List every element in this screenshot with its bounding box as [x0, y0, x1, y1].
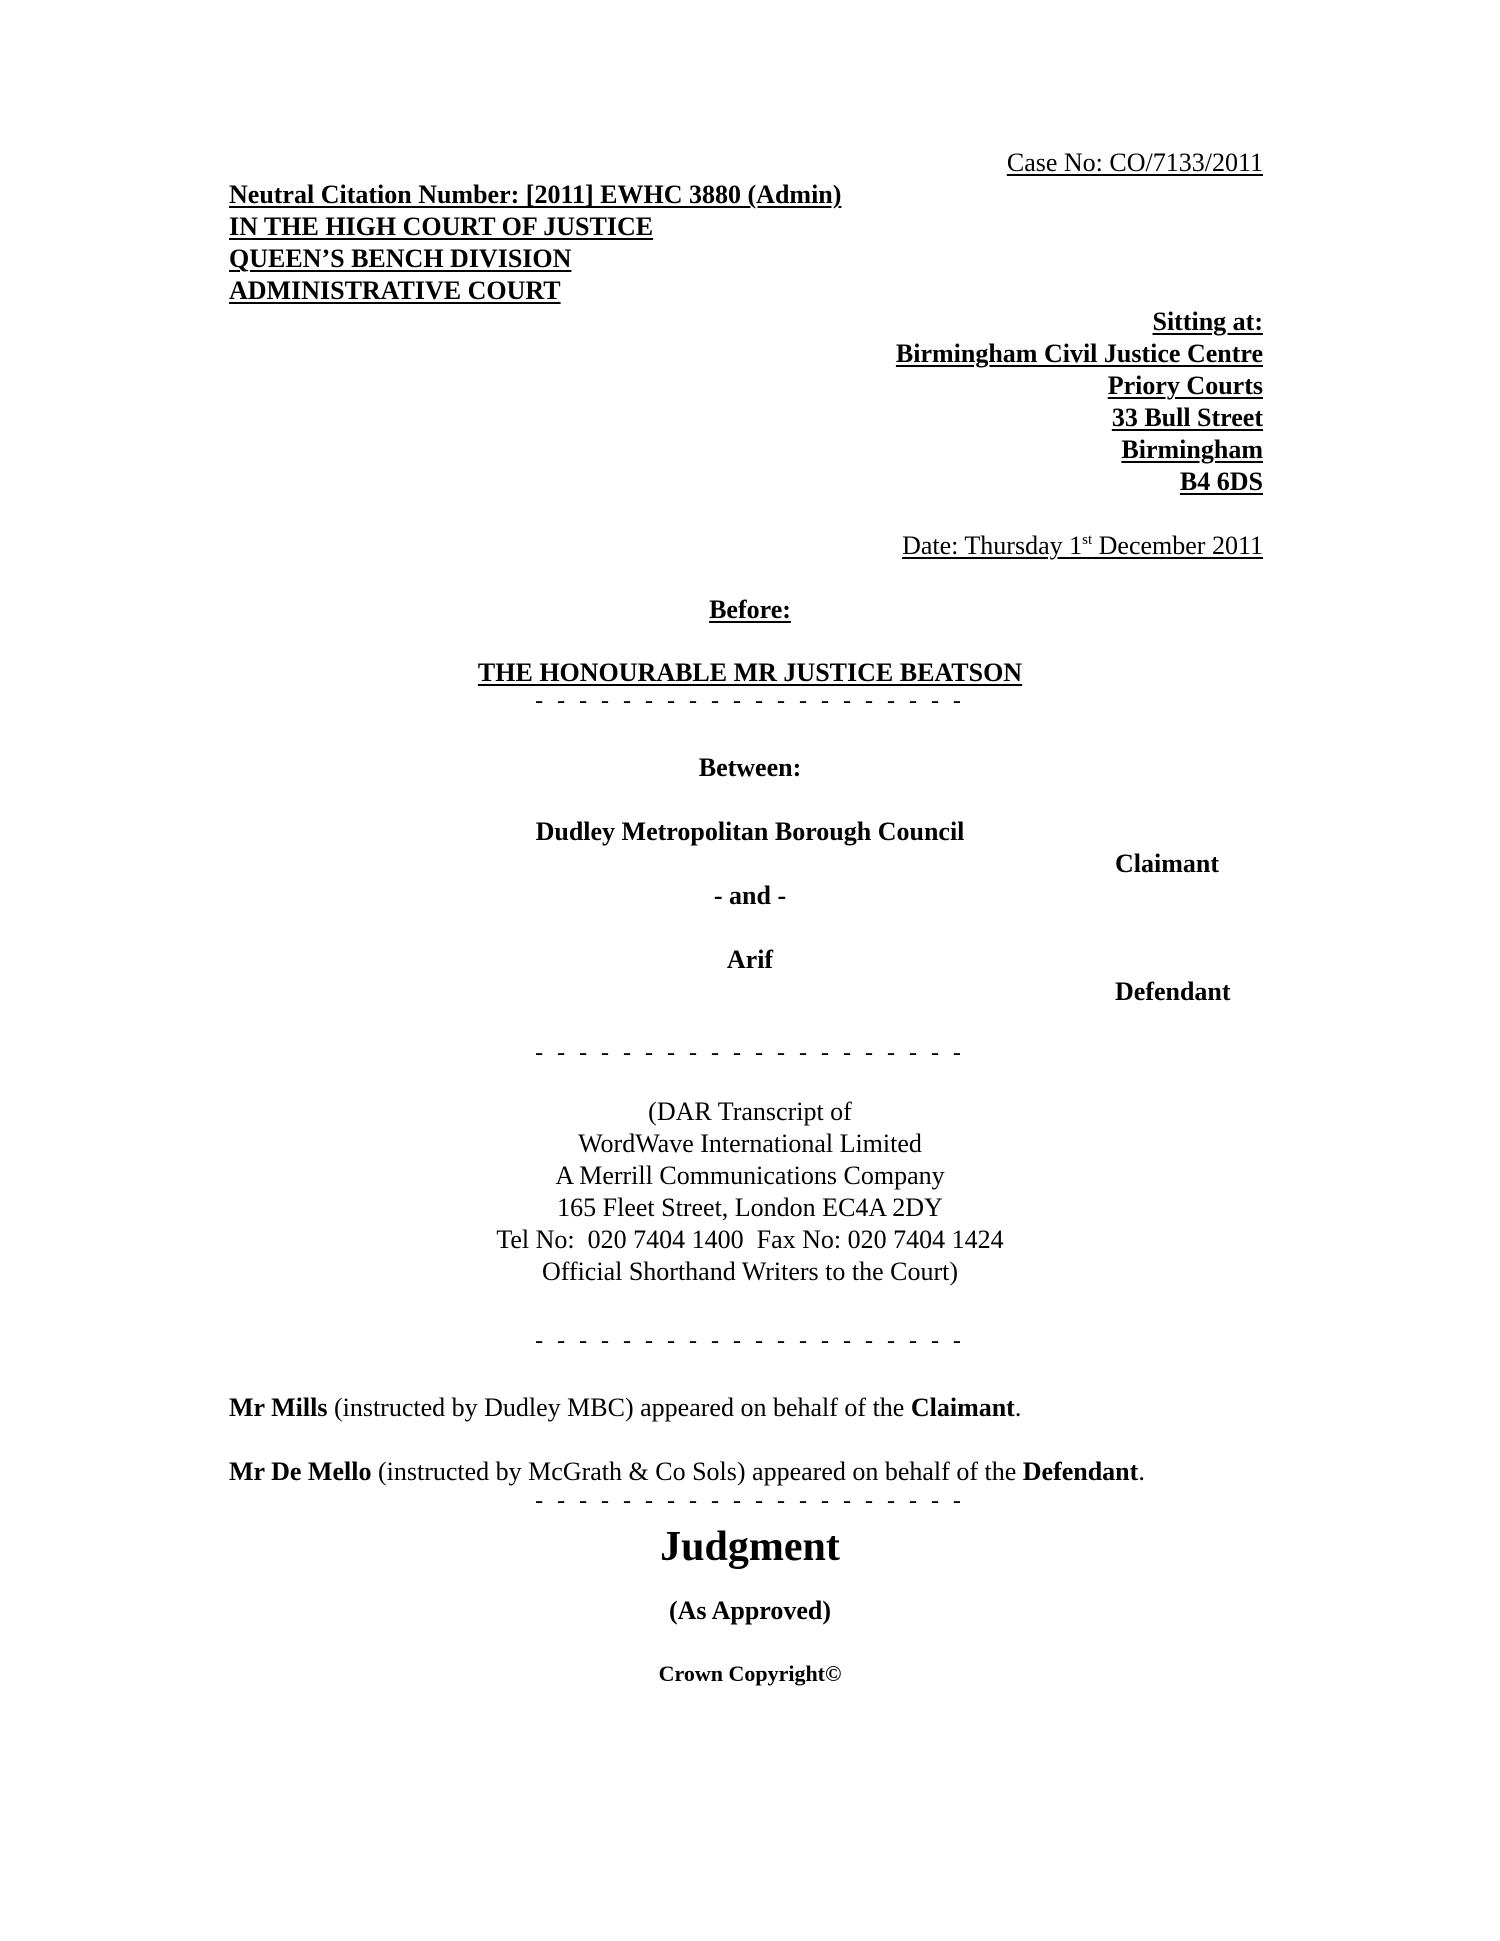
date-rest: December 2011 [1092, 531, 1263, 560]
judgment-title: Judgment [660, 1524, 840, 1570]
separator-line: - - - - - - - - - - - - - - - - - - - - [535, 1488, 965, 1514]
date-ordinal: st [1082, 532, 1093, 548]
counsel-name: Mr Mills [229, 1393, 328, 1422]
appearance-text: (instructed by Dudley MBC) appeared on behalf of the [327, 1393, 911, 1422]
between-label: Between: [698, 753, 802, 782]
court-line: ADMINISTRATIVE COURT [229, 276, 561, 305]
sitting-line: Birmingham [1121, 435, 1263, 464]
party-name: Defendant [1022, 1457, 1139, 1486]
appearance-text: (instructed by McGrath & Co Sols) appeared on behalf of the [371, 1457, 1023, 1486]
judge-name: THE HONOURABLE MR JUSTICE BEATSON [477, 658, 1023, 687]
appearance-claimant [229, 1392, 1021, 1424]
transcript-line: 165 Fleet Street, London EC4A 2DY [557, 1193, 943, 1222]
court-line: IN THE HIGH COURT OF JUSTICE [229, 212, 654, 241]
neutral-citation: Neutral Citation Number: [2011] EWHC 3880 (Admin) [229, 180, 842, 209]
defendant-name: Arif [726, 945, 774, 974]
sitting-label: Sitting at: [1152, 307, 1263, 336]
transcript-line: (DAR Transcript of [648, 1097, 852, 1126]
claimant-role: Claimant [1115, 849, 1219, 878]
sitting-line: B4 6DS [1179, 467, 1263, 496]
separator-line: - - - - - - - - - - - - - - - - - - - - [535, 688, 965, 714]
judgment-subtitle: (As Approved) [668, 1596, 832, 1625]
claimant-name: Dudley Metropolitan Borough Council [535, 817, 965, 846]
case-number: Case No: CO/7133/2011 [1006, 148, 1263, 177]
separator-line: - - - - - - - - - - - - - - - - - - - - [535, 1040, 965, 1066]
transcript-line: A Merrill Communications Company [555, 1161, 945, 1190]
defendant-role: Defendant [1115, 977, 1231, 1006]
party-name: Claimant [910, 1393, 1015, 1422]
date-prefix: Date: Thursday 1 [902, 531, 1083, 560]
appearance-end: . [1138, 1457, 1145, 1486]
sitting-line: Priory Courts [1107, 371, 1263, 400]
appearance-end: . [1014, 1393, 1022, 1422]
court-header-block [229, 179, 841, 307]
appearance-defendant [229, 1456, 1145, 1488]
transcript-block [0, 1096, 1500, 1288]
separator-line: - - - - - - - - - - - - - - - - - - - - [535, 1328, 965, 1354]
sitting-line: 33 Bull Street [1111, 403, 1263, 432]
transcript-line: Official Shorthand Writers to the Court) [541, 1257, 959, 1286]
sitting-line: Birmingham Civil Justice Centre [895, 339, 1263, 368]
counsel-name: Mr De Mello [229, 1457, 372, 1486]
hearing-date [902, 530, 1263, 562]
sitting-block [896, 306, 1263, 498]
crown-copyright: Crown Copyright© [658, 1661, 842, 1686]
and-label: - and - [713, 881, 787, 910]
transcript-line: WordWave International Limited [578, 1129, 922, 1158]
transcript-line: Tel No: 020 7404 1400 Fax No: 020 7404 1424 [496, 1225, 1004, 1254]
court-line: QUEEN’S BENCH DIVISION [229, 244, 572, 273]
before-label: Before: [709, 595, 791, 624]
